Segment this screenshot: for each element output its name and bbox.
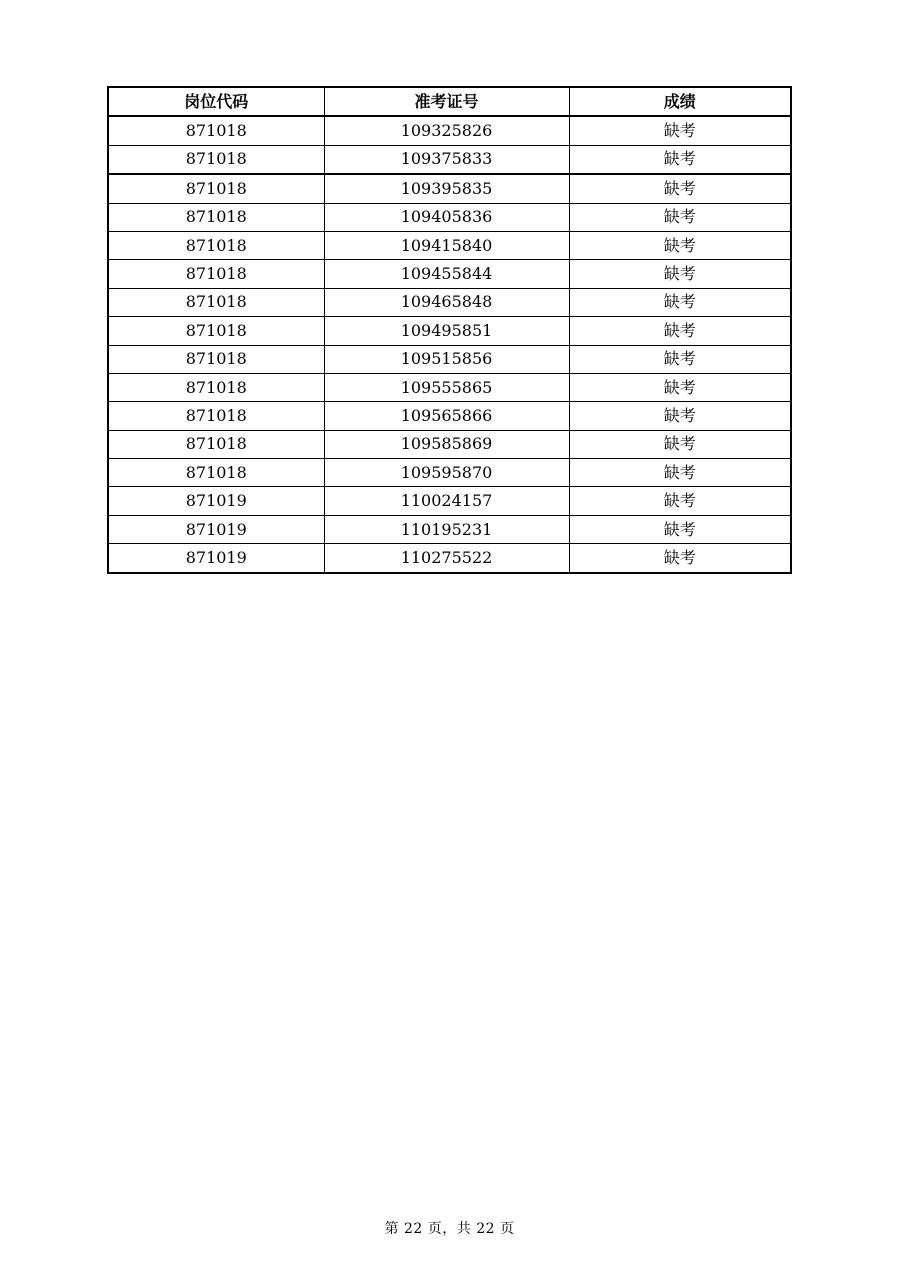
cell-ticket-number: 109415840 — [324, 231, 569, 259]
cell-position-code: 871018 — [108, 145, 324, 174]
cell-score: 缺考 — [569, 203, 791, 231]
cell-position-code: 871018 — [108, 288, 324, 316]
table-row — [108, 174, 791, 203]
cell-position-code: 871019 — [108, 544, 324, 573]
table-row — [108, 317, 791, 345]
cell-ticket-number: 109325826 — [324, 116, 569, 145]
table-body — [108, 116, 791, 572]
cell-ticket-number: 109495851 — [324, 317, 569, 345]
table-row — [108, 459, 791, 487]
table-row — [108, 260, 791, 288]
table-row — [108, 487, 791, 515]
cell-position-code: 871019 — [108, 515, 324, 543]
cell-score: 缺考 — [569, 345, 791, 373]
column-header-score: 成绩 — [569, 87, 791, 116]
cell-ticket-number: 110024157 — [324, 487, 569, 515]
table-row — [108, 203, 791, 231]
table-row — [108, 430, 791, 458]
score-table — [107, 86, 792, 574]
table-row — [108, 288, 791, 316]
cell-ticket-number: 109465848 — [324, 288, 569, 316]
cell-score: 缺考 — [569, 231, 791, 259]
cell-score: 缺考 — [569, 402, 791, 430]
cell-score: 缺考 — [569, 459, 791, 487]
cell-ticket-number: 109405836 — [324, 203, 569, 231]
column-header-ticket-number: 准考证号 — [324, 87, 569, 116]
cell-ticket-number: 109585869 — [324, 430, 569, 458]
cell-position-code: 871018 — [108, 317, 324, 345]
cell-position-code: 871018 — [108, 402, 324, 430]
table-row — [108, 544, 791, 573]
cell-ticket-number: 109395835 — [324, 174, 569, 203]
cell-score: 缺考 — [569, 373, 791, 401]
cell-score: 缺考 — [569, 145, 791, 174]
table-row — [108, 116, 791, 145]
cell-ticket-number: 109565866 — [324, 402, 569, 430]
table-header-row — [108, 87, 791, 116]
cell-score: 缺考 — [569, 515, 791, 543]
cell-score: 缺考 — [569, 288, 791, 316]
cell-ticket-number: 109375833 — [324, 145, 569, 174]
cell-position-code: 871018 — [108, 459, 324, 487]
cell-ticket-number: 109515856 — [324, 345, 569, 373]
cell-ticket-number: 109595870 — [324, 459, 569, 487]
page-number: 第 22 页，共 22 页 — [384, 1221, 515, 1237]
cell-score: 缺考 — [569, 260, 791, 288]
table-row — [108, 515, 791, 543]
cell-position-code: 871018 — [108, 345, 324, 373]
cell-ticket-number: 109555865 — [324, 373, 569, 401]
cell-score: 缺考 — [569, 544, 791, 573]
cell-score: 缺考 — [569, 116, 791, 145]
cell-position-code: 871018 — [108, 430, 324, 458]
column-header-position-code: 岗位代码 — [108, 87, 324, 116]
table-row — [108, 231, 791, 259]
table-row — [108, 345, 791, 373]
cell-score: 缺考 — [569, 317, 791, 345]
cell-ticket-number: 110275522 — [324, 544, 569, 573]
cell-position-code: 871018 — [108, 174, 324, 203]
cell-position-code: 871018 — [108, 116, 324, 145]
cell-ticket-number: 109455844 — [324, 260, 569, 288]
cell-position-code: 871018 — [108, 373, 324, 401]
cell-score: 缺考 — [569, 487, 791, 515]
cell-position-code: 871018 — [108, 231, 324, 259]
table-row — [108, 145, 791, 174]
cell-score: 缺考 — [569, 430, 791, 458]
cell-ticket-number: 110195231 — [324, 515, 569, 543]
cell-score: 缺考 — [569, 174, 791, 203]
cell-position-code: 871018 — [108, 260, 324, 288]
table-row — [108, 373, 791, 401]
table-row — [108, 402, 791, 430]
cell-position-code: 871018 — [108, 203, 324, 231]
cell-position-code: 871019 — [108, 487, 324, 515]
